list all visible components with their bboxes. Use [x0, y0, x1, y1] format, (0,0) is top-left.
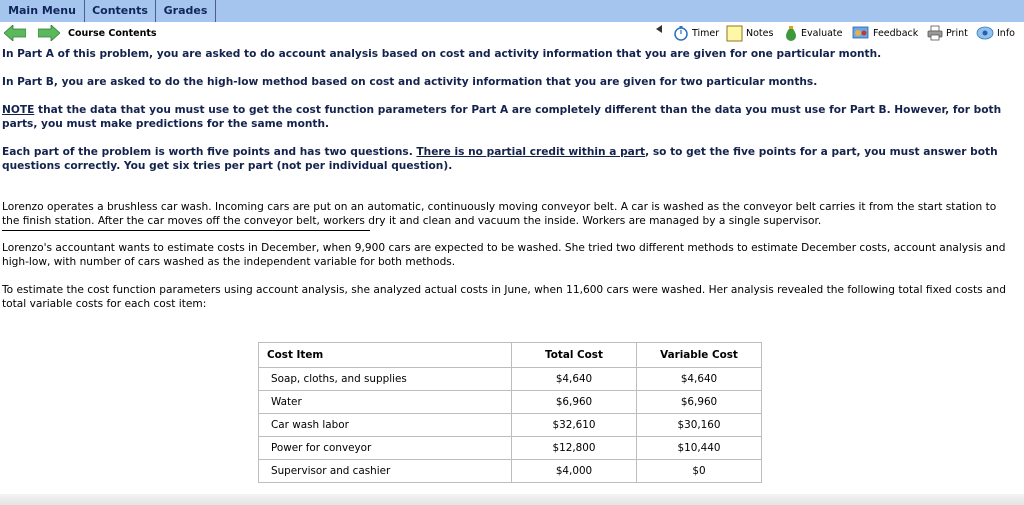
notes-label: Notes	[746, 28, 774, 39]
top-menu-bar	[0, 0, 1024, 22]
info-button[interactable]	[976, 25, 1015, 41]
timer-label: Timer	[692, 27, 720, 39]
table-row	[259, 437, 762, 460]
variable-cost-cell: $4,640	[637, 368, 762, 391]
print-button[interactable]	[927, 25, 968, 41]
table-row	[259, 460, 762, 483]
collapse-toolbar-icon[interactable]	[656, 25, 662, 33]
forward-arrow-icon[interactable]	[38, 25, 60, 41]
info-label: Info	[997, 27, 1015, 39]
evaluate-button[interactable]	[784, 25, 843, 41]
total-cost-cell: $4,000	[512, 460, 637, 483]
variable-cost-cell: $10,440	[637, 437, 762, 460]
feedback-icon	[852, 25, 870, 41]
header-cost-item: Cost Item	[259, 343, 512, 368]
total-cost-cell: $4,640	[512, 368, 637, 391]
table-row	[259, 391, 762, 414]
total-cost-cell: $32,610	[512, 414, 637, 437]
cost-item-cell: Car wash labor	[259, 414, 512, 437]
timer-icon	[673, 25, 689, 41]
intro-points	[2, 146, 1012, 173]
notes-button[interactable]	[726, 25, 773, 42]
note-label: NOTE	[2, 104, 35, 116]
points-text-a: Each part of the problem is worth five points and has two questions.	[2, 146, 417, 158]
timer-button[interactable]	[673, 25, 719, 41]
navigation-bar	[0, 22, 1024, 46]
variable-cost-cell: $30,160	[637, 414, 762, 437]
section-divider	[2, 230, 370, 231]
print-label: Print	[946, 27, 968, 39]
no-partial-credit-text: There is no partial credit within a part	[416, 146, 646, 158]
table-header-row	[259, 343, 762, 368]
account-analysis-paragraph: To estimate the cost function parameters using account analysis, she analyzed actual costs in June, when 11,600 cars were washed. Her analysis revealed the following total fixed costs and total variable costs for each cost item:	[2, 284, 1006, 310]
total-cost-cell: $12,800	[512, 437, 637, 460]
back-arrow-icon[interactable]	[4, 25, 26, 41]
tab-main-menu[interactable]: Main Menu	[0, 0, 85, 22]
accountant-paragraph: Lorenzo's accountant wants to estimate costs in December, when 9,900 cars are expected to be washed. She tried two different methods to estimate December costs, account analysis and high-low, with number of cars washed as the independent variable for both methods.	[2, 242, 1006, 268]
course-contents-link[interactable]: Course Contents	[68, 28, 157, 39]
cost-item-cell: Soap, cloths, and supplies	[259, 368, 512, 391]
feedback-button[interactable]	[852, 25, 918, 41]
feedback-label: Feedback	[873, 27, 919, 39]
cost-item-cell: Power for conveyor	[259, 437, 512, 460]
header-variable-cost: Variable Cost	[637, 343, 762, 368]
table-row	[259, 368, 762, 391]
cost-item-cell: Supervisor and cashier	[259, 460, 512, 483]
tab-contents[interactable]: Contents	[85, 0, 156, 22]
total-cost-cell: $6,960	[512, 391, 637, 414]
variable-cost-cell: $0	[637, 460, 762, 483]
cost-table	[258, 342, 762, 483]
cost-item-cell: Water	[259, 391, 512, 414]
header-total-cost: Total Cost	[512, 343, 637, 368]
note-text: that the data that you must use to get the cost function parameters for Part A are completely different than the data you must use for Part B. However, for both parts, you must make predictions for the same month.	[2, 104, 1002, 130]
notes-icon	[726, 25, 743, 42]
intro-part-a: In Part A of this problem, you are asked to do account analysis based on cost and activity information that you are given for one particular month.	[2, 48, 882, 60]
printer-icon	[927, 25, 943, 41]
bottom-scroll-shadow	[0, 494, 1024, 505]
variable-cost-cell: $6,960	[637, 391, 762, 414]
table-row	[259, 414, 762, 437]
intro-part-b: In Part B, you are asked to do the high-low method based on cost and activity information that you are given for two particular months.	[2, 76, 818, 88]
scenario-paragraph: Lorenzo operates a brushless car wash. Incoming cars are put on an automatic, continuously moving conveyor belt. A car is washed as the conveyor belt carries it from the start station to the finish station. After the car moves off the conveyor belt, workers dry it and clean and vacuum the inside. Workers are managed by a single supervisor.	[2, 201, 997, 227]
evaluate-label: Evaluate	[801, 27, 843, 39]
points-text-b: , so to get the five points for a part, you must answer both questions correctly. You get six tries per part (not per individual question).	[2, 146, 998, 172]
intro-note	[2, 104, 1012, 131]
tab-grades[interactable]: Grades	[156, 0, 216, 22]
info-icon	[976, 25, 994, 41]
evaluate-icon	[784, 25, 798, 41]
